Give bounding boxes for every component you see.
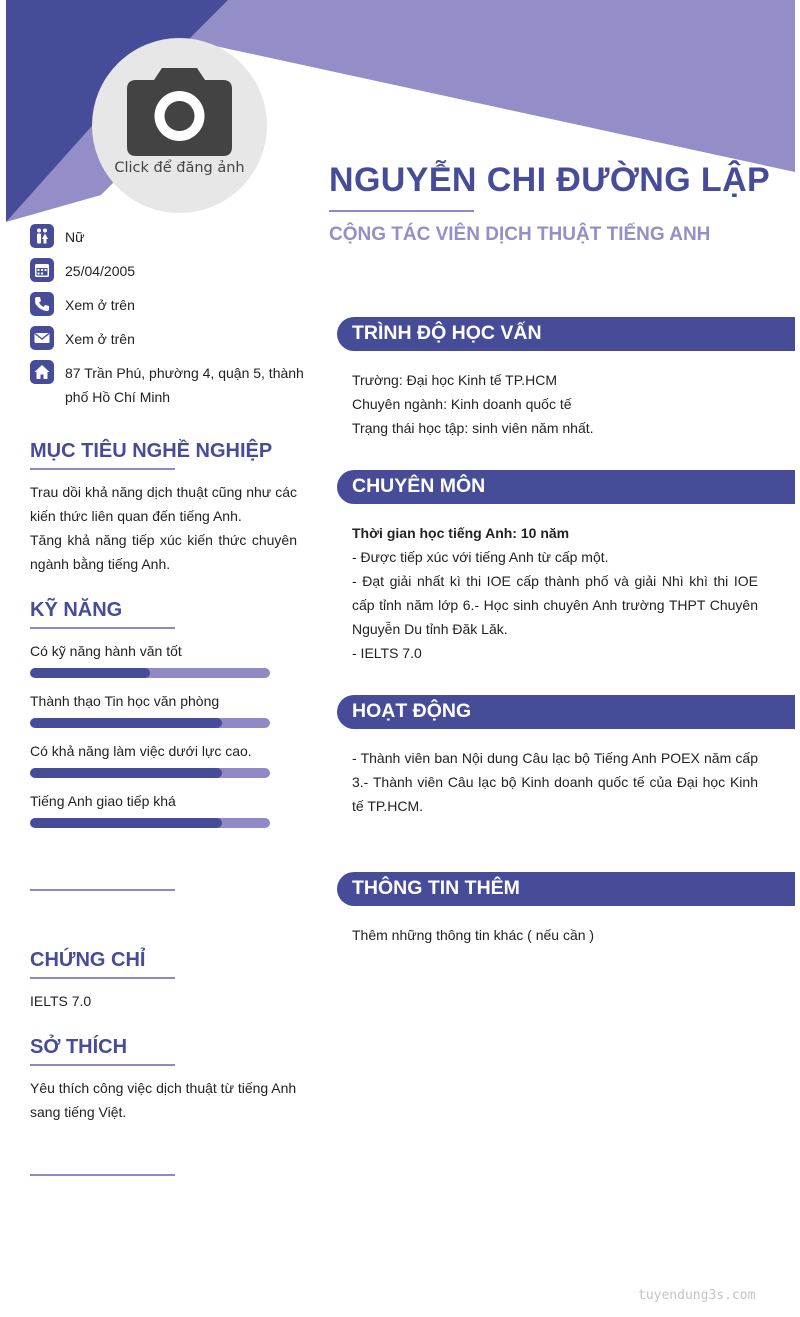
watermark: tuyendung3s.com xyxy=(638,1288,756,1303)
activities-title: HOẠT ĐỘNG xyxy=(352,700,472,722)
education-line: Chuyên ngành: Kinh doanh quốc tế xyxy=(352,396,572,412)
skill-bar-fill xyxy=(30,668,150,678)
skill-name: Thành thạo Tin học văn phòng xyxy=(30,693,220,709)
expertise-text xyxy=(352,521,758,665)
certificates-divider xyxy=(30,977,175,979)
section-divider xyxy=(30,889,175,891)
skill-name: Tiếng Anh giao tiếp khá xyxy=(30,793,176,809)
objective-title: MỤC TIÊU NGHỀ NGHIỆP xyxy=(30,440,273,462)
camera-icon xyxy=(127,64,232,156)
skill-name: Có khả năng làm việc dưới lực cao. xyxy=(30,743,252,759)
certificates-text: IELTS 7.0 xyxy=(30,993,92,1009)
education-title: TRÌNH ĐỘ HỌC VẤN xyxy=(352,322,542,344)
contact-email-value: Xem ở trên xyxy=(65,331,135,347)
skill-bar-fill xyxy=(30,818,222,828)
skill-bar xyxy=(30,668,270,678)
education-text xyxy=(352,368,758,440)
photo-upload[interactable] xyxy=(92,38,267,213)
phone-icon xyxy=(30,292,54,316)
hobbies-text: Yêu thích công việc dịch thuật từ tiếng Anh sang tiếng Việt. xyxy=(30,1080,297,1120)
skill-bar xyxy=(30,818,270,828)
activities-header xyxy=(337,695,795,729)
skills-divider xyxy=(30,627,175,629)
additional-header xyxy=(337,872,795,906)
cv-page xyxy=(6,0,795,1317)
education-line: Trạng thái học tập: sinh viên năm nhất. xyxy=(352,420,594,436)
objective-text xyxy=(30,480,297,576)
education-header xyxy=(337,317,795,351)
hobbies-divider xyxy=(30,1064,175,1066)
objective-line: Trau dồi khả năng dịch thuật cũng như các kiến thức liên quan đến tiếng Anh. xyxy=(30,484,297,524)
mail-icon xyxy=(30,326,54,350)
additional-title: THÔNG TIN THÊM xyxy=(352,877,520,899)
contact-address-value: 87 Trần Phú, phường 4, quận 5, thành phố Hồ Chí Minh xyxy=(65,365,304,405)
photo-caption: Click để đăng ảnh xyxy=(114,160,245,176)
objective-line: Tăng khả năng tiếp xúc kiến thức chuyên ngành bằng tiếng Anh. xyxy=(30,532,297,572)
candidate-name: NGUYỄN CHI ĐƯỜNG LẬP xyxy=(329,161,771,199)
section-divider xyxy=(30,1174,175,1176)
contact-gender-value: Nữ xyxy=(65,229,85,245)
skill-name: Có kỹ năng hành văn tốt xyxy=(30,643,182,659)
education-line: Trường: Đại học Kinh tế TP.HCM xyxy=(352,372,558,388)
skill-bar xyxy=(30,768,270,778)
name-divider xyxy=(329,210,474,212)
home-icon xyxy=(30,360,54,384)
objective-divider xyxy=(30,468,175,470)
expertise-title: CHUYÊN MÔN xyxy=(352,475,486,497)
expertise-header xyxy=(337,470,795,504)
activities-text: - Thành viên ban Nội dung Câu lạc bộ Tiếng Anh POEX năm cấp 3.- Thành viên Câu lạc bộ Kinh doanh quốc tế của Đại học Kinh tế TP.HCM. xyxy=(352,750,758,814)
skills-title: KỸ NĂNG xyxy=(30,599,123,621)
certificates-title: CHỨNG CHỈ xyxy=(30,949,146,971)
additional-text: Thêm những thông tin khác ( nếu cần ) xyxy=(352,927,595,943)
contact-phone-value: Xem ở trên xyxy=(65,297,135,313)
calendar-icon xyxy=(30,258,54,282)
contact-birthday-value: 25/04/2005 xyxy=(65,263,136,279)
expertise-line: - Đạt giải nhất kì thi IOE cấp thành phố và giải Nhì khì thi IOE cấp tỉnh năm lớp 6.- Học sinh chuyên Anh trường THPT Chuyên Nguyễn Du tỉnh Đăk Lăk. xyxy=(352,573,758,637)
skill-bar xyxy=(30,718,270,728)
expertise-line: - IELTS 7.0 xyxy=(352,645,422,661)
skill-bar-fill xyxy=(30,768,222,778)
gender-icon xyxy=(30,224,54,248)
skill-bar-fill xyxy=(30,718,222,728)
hobbies-title: SỞ THÍCH xyxy=(30,1036,128,1058)
expertise-heading: Thời gian học tiếng Anh: 10 năm xyxy=(352,525,570,541)
job-title: CỘNG TÁC VIÊN DỊCH THUẬT TIẾNG ANH xyxy=(329,224,711,245)
expertise-line: - Được tiếp xúc với tiếng Anh từ cấp một. xyxy=(352,549,609,565)
